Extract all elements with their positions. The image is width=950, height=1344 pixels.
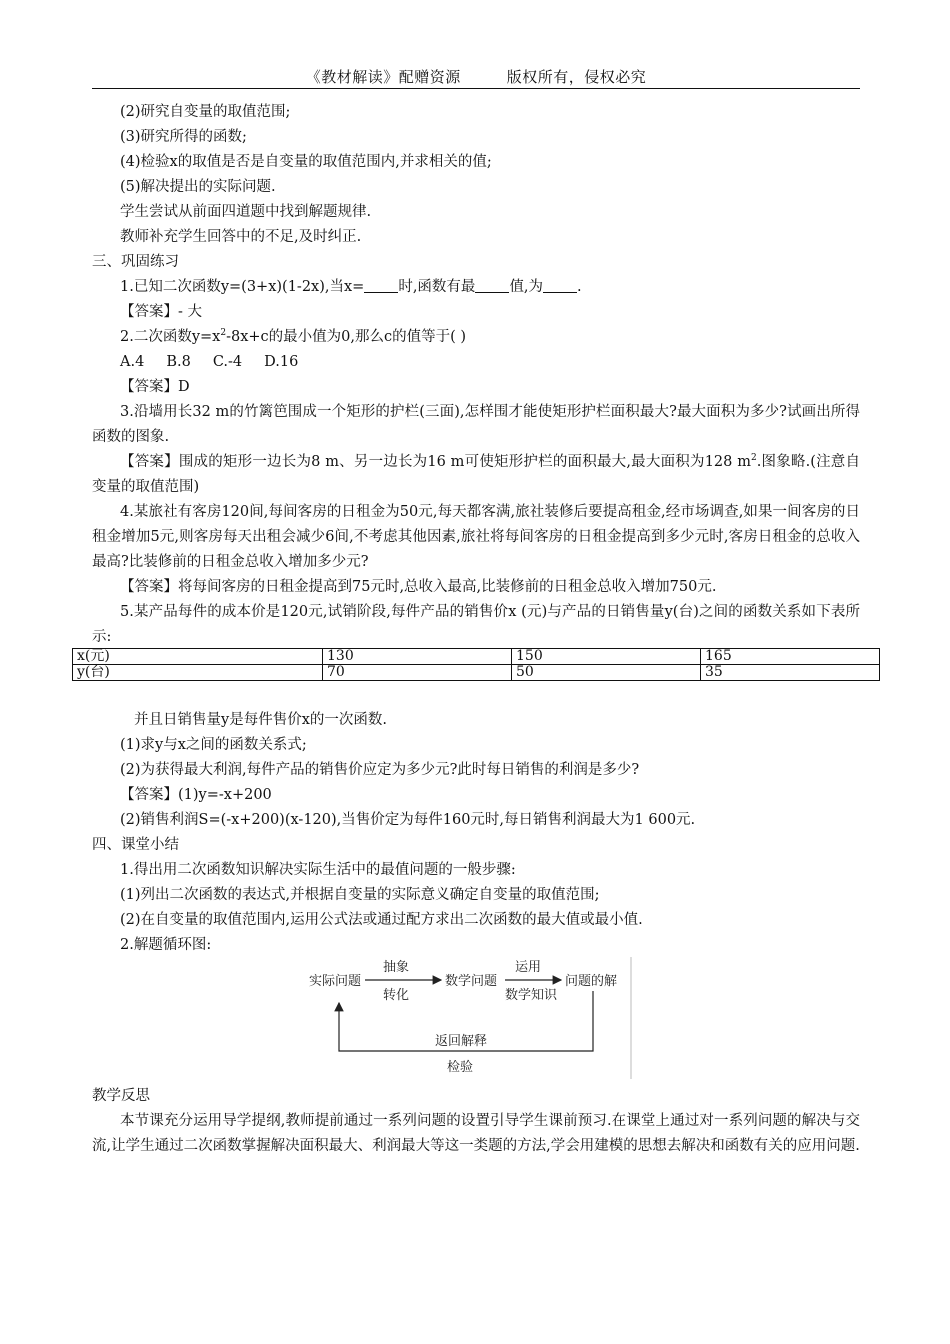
- question-2-options: [92, 350, 860, 375]
- summary-1: 1.得出用二次函数知识解决实际生活中的最值问题的一般步骤:: [120, 862, 516, 878]
- page-header: [92, 66, 860, 87]
- flow-loop-bottom-label: 检验: [447, 1060, 474, 1075]
- option-a: A.4: [120, 354, 145, 370]
- option-b: B.8: [166, 354, 191, 370]
- flow-node-math-problem: 数学问题: [445, 974, 498, 989]
- q1-blank-3: [543, 278, 577, 293]
- answer-2: 【答案】D: [120, 379, 190, 395]
- answer-5-2: (2)销售利润S=(-x+200)(x-120),当售价定为每件160元时,每日销售利润最大为1 600元.: [120, 812, 696, 828]
- table-cell: 35: [701, 665, 880, 681]
- q1-text-c: 值,为: [509, 279, 544, 295]
- a3-text-a: 【答案】围成的矩形一边长为8 m、另一边长为16 m可使矩形护栏的面积最大,最大面积为128 m: [120, 454, 751, 470]
- main-content: [92, 100, 860, 650]
- flow-node-solution: 问题的解: [565, 974, 618, 989]
- table-cell: 50: [512, 665, 701, 681]
- header-rule: [92, 88, 860, 89]
- q5-part-1: (1)求y与x之间的函数关系式;: [120, 737, 307, 753]
- table-cell: 150: [512, 649, 701, 665]
- step-3: (3)研究所得的函数;: [120, 129, 247, 145]
- flow-arrow2-bottom-label: 数学知识: [505, 988, 558, 1003]
- content-after-table: [92, 708, 860, 958]
- summary-3: (2)在自变量的取值范围内,运用公式法或通过配方求出二次函数的最大值或最小值.: [120, 912, 643, 928]
- question-3: 3.沿墙用长32 m的竹篱笆围成一个矩形的护栏(三面),怎样围才能使矩形护栏面积最大?最大面积为多少?试画出所得函数的图象.: [92, 404, 860, 445]
- q1-blank-2: [475, 278, 509, 293]
- table-cell: 70: [323, 665, 512, 681]
- summary-4: 2.解题循环图:: [120, 937, 212, 953]
- header-left: 《教材解读》配赠资源: [305, 68, 461, 86]
- sales-table: [72, 648, 880, 681]
- step-2: (2)研究自变量的取值范围;: [120, 104, 291, 120]
- q1-text-a: 1.已知二次函数y=(3+x)(1-2x),当x=: [120, 279, 365, 295]
- step-4: (4)检验x的取值是否是自变量的取值范围内,并求相关的值;: [120, 154, 492, 170]
- a3-text-b: .图象略.(注意自变量的取值范围): [92, 454, 860, 495]
- answer-5-1: 【答案】(1)y=-x+200: [120, 787, 272, 803]
- q5-part-2: (2)为获得最大利润,每件产品的销售价应定为多少元?此时每日销售的利润是多少?: [120, 762, 640, 778]
- table-cell: 165: [701, 649, 880, 665]
- problem-solving-cycle-diagram: [305, 955, 635, 1083]
- table-cell: 130: [323, 649, 512, 665]
- answer-3: [92, 450, 860, 500]
- header-right: 版权所有，侵权必究: [506, 68, 647, 86]
- reflection-section: [92, 1084, 860, 1159]
- question-2: [92, 325, 860, 350]
- flow-node-real-problem: 实际问题: [309, 974, 362, 989]
- note-teacher: 教师补充学生回答中的不足,及时纠正.: [120, 229, 362, 245]
- q2-text-b: -8x+c的最小值为0,那么c的值等于( ): [226, 329, 467, 345]
- reflection-body: 本节课充分运用导学提纲,教师提前通过一系列问题的设置引导学生课前预习.在课堂上通过对一系列问题的解决与交流,让学生通过二次函数掌握解决面积最大、利润最大等这一类题的方法,学会用建模的思想去解决和函数有关的应用问题.: [92, 1113, 860, 1154]
- option-d: D.16: [264, 354, 299, 370]
- flow-arrow1-top-label: 抽象: [383, 960, 410, 975]
- q1-text-b: 时,函数有最: [398, 279, 476, 295]
- q1-text-d: .: [577, 279, 582, 295]
- table-row: [73, 649, 880, 665]
- flow-arrow1-bottom-label: 转化: [383, 988, 410, 1003]
- q2-text-a: 2.二次函数y=x: [120, 329, 221, 345]
- section4-title: 四、课堂小结: [92, 837, 179, 853]
- answer-4: 【答案】将每间客房的日租金提高到75元时,总收入最高,比装修前的日租金总收入增加750元.: [120, 579, 717, 595]
- answer-1: 【答案】- 大: [120, 304, 203, 320]
- question-4: 4.某旅社有客房120间,每间客房的日租金为50元,每天都客满,旅社装修后要提高租金,经市场调查,如果一间客房的日租金增加5元,则客房每天出租会减少6间,不考虑其他因素,旅社将每间客房的日租金提高到多少元时,客房日租金的总收入最高?比装修前的日租金总收入增加多少元?: [92, 504, 860, 570]
- table-row: [73, 665, 880, 681]
- step-5: (5)解决提出的实际问题.: [120, 179, 276, 195]
- q2-superscript: 2: [220, 328, 227, 339]
- question-1: [92, 275, 860, 300]
- table-cell: x(元): [73, 649, 323, 665]
- q5-extra: 并且日销售量y是每件售价x的一次函数.: [134, 712, 387, 728]
- question-5: 5.某产品每件的成本价是120元,试销阶段,每件产品的销售价x (元)与产品的日销售量y(台)之间的函数关系如下表所示:: [92, 604, 860, 645]
- table-cell: y(台): [73, 665, 323, 681]
- note-student: 学生尝试从前面四道题中找到解题规律.: [120, 204, 372, 220]
- option-c: C.-4: [212, 354, 243, 370]
- a3-superscript: 2: [750, 453, 757, 464]
- reflection-title: 教学反思: [92, 1088, 150, 1104]
- flow-loop-top-label: 返回解释: [435, 1034, 488, 1049]
- flow-arrow2-top-label: 运用: [515, 960, 542, 975]
- section3-title: 三、巩固练习: [92, 254, 179, 270]
- q1-blank-1: [364, 278, 398, 293]
- summary-2: (1)列出二次函数的表达式,并根据自变量的实际意义确定自变量的取值范围;: [120, 887, 600, 903]
